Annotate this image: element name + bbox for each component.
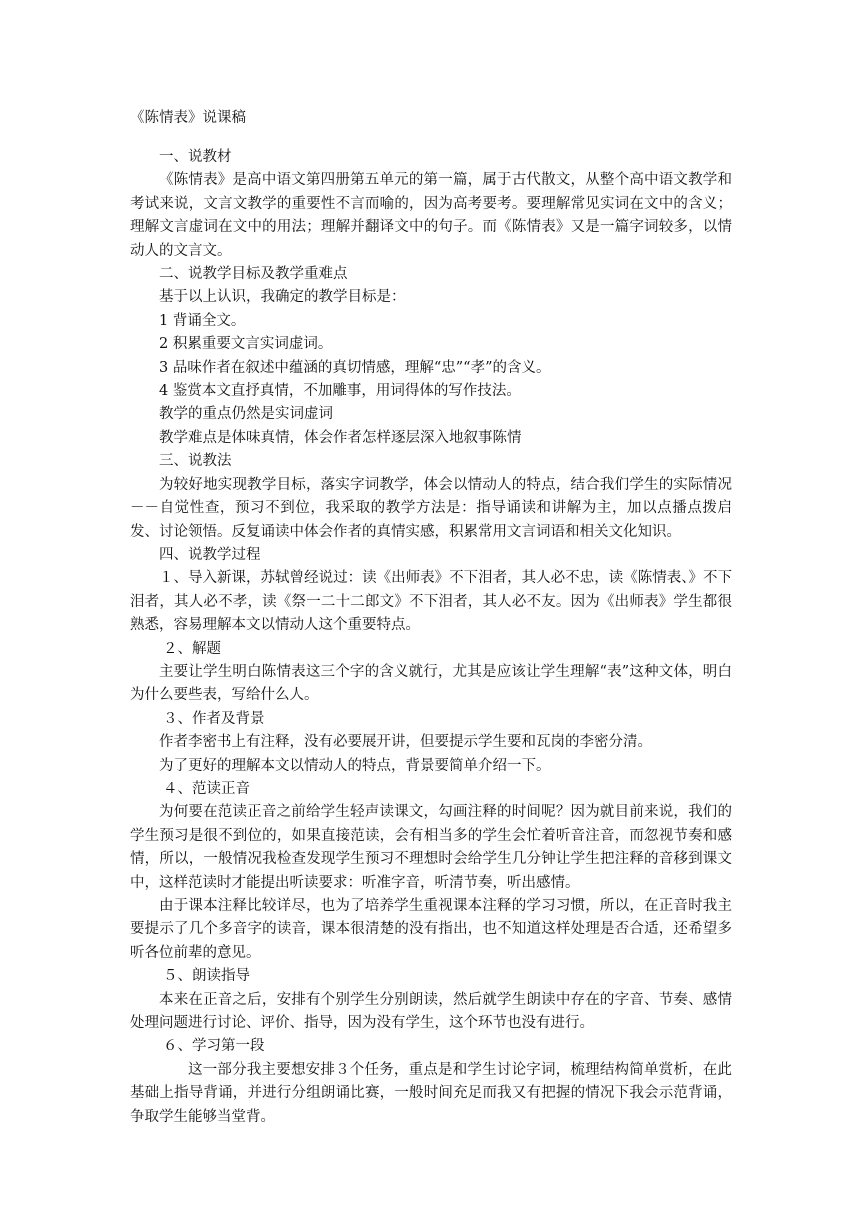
- paragraph: 为了更好的理解本文以情动人的特点，背景要简单介绍一下。: [159, 757, 551, 774]
- list-item: 1 背诵全文。: [159, 312, 246, 329]
- paragraph: 由于课本注释比较详尽，也为了培养学生重视课本注释的学习习惯，所以，在正音时我主要提示了几个多音字的读音，课本很清楚的没有指出，也不知道这样处理是否合适，还希望多听各位前辈的意见。: [130, 898, 732, 961]
- paragraph: 本来在正音之后，安排有个别学生分别朗读，然后就学生朗读中存在的字音、节奏、感情处理问题进行讨论、评价、指导，因为没有学生，这个环节也没有进行。: [130, 991, 732, 1032]
- paragraph: 基于以上认识，我确定的教学目标是：: [159, 289, 406, 306]
- subsection-heading: ２、解题: [163, 640, 221, 657]
- section-heading: 四、说教学过程: [159, 546, 261, 563]
- list-item: 3 品味作者在叙述中蕴涵的真切情感，理解“忠”“孝”的含义。: [159, 359, 551, 376]
- subsection-heading: ５、朗读指导: [163, 968, 250, 985]
- paragraph: 为何要在范读正音之前给学生轻声读课文，勾画注释的时间呢？因为就目前来说，我们的学生预习是很不到位的，如果直接范读，会有相当多的学生会忙着听音注音，而忽视节奏和感情，所以，一般情况我检查发现学生预习不理想时会给学生几分钟让学生把注释的音移到课文中，这样范读时才能提出听读要求：听准字音，听清节奏，听出感情。: [130, 804, 732, 891]
- document-title: 《陈情表》说课稿: [130, 110, 246, 126]
- paragraph: 主要让学生明白陈情表这三个字的含义就行，尤其是应该让学生理解“表”这种文体，明白为什么要些表，写给什么人。: [130, 663, 732, 704]
- paragraph: 《陈情表》是高中语文第四册第五单元的第一篇，属于古代散文，从整个高中语文教学和考试来说，文言文教学的重要性不言而喻的，因为高考要考。要理解常见实词在文中的含义；理解文言虚词在文中的用法；理解并翻译文中的句子。而《陈情表》又是一篇字词较多，以情动人的文言文。: [130, 172, 732, 259]
- list-item: 2 积累重要文言实词虚词。: [159, 336, 333, 353]
- subsection-heading: ４、范读正音: [163, 780, 250, 797]
- section-heading: 二、说教学目标及教学重难点: [159, 266, 348, 283]
- paragraph: 为较好地实现教学目标，落实字词教学，体会以情动人的特点，结合我们学生的实际情况－－自觉性查，预习不到位，我采取的教学方法是：指导诵读和讲解为主，加以点播点拨启发、讨论领悟。反复诵读中体会作者的真情实感，积累常用文言词语和相关文化知识。: [130, 476, 732, 540]
- section-heading: 一、说教材: [159, 149, 232, 165]
- document-body: [130, 146, 732, 1129]
- subsection-heading: ３、作者及背景: [163, 710, 265, 727]
- section-heading: 三、说教法: [159, 453, 232, 470]
- paragraph: 这一部分我主要想安排３个任务，重点是和学生讨论字词，梳理结构简单赏析，在此基础上指导背诵，并进行分组朗诵比赛，一般时间充足而我又有把握的情况下我会示范背诵，争取学生能够当堂背。: [130, 1061, 732, 1125]
- paragraph: 作者李密书上有注释，没有必要展开讲，但要提示学生要和瓦岗的李密分清。: [159, 734, 652, 751]
- paragraph: １、导入新课，苏轼曾经说过：读《出师表》不下泪者，其人必不忠，读《陈情表、》不下泪者，其人必不孝，读《祭一二十二郎文》不下泪者，其人必不友。因为《出师表》学生都很熟悉，容易理解本文以情动人这个重要特点。: [130, 570, 732, 634]
- list-item: 4 鉴赏本文直抒真情，不加雕事，用词得体的写作技法。: [159, 383, 521, 400]
- paragraph: 教学难点是体味真情，体会作者怎样逐层深入地叙事陈情: [159, 429, 522, 446]
- paragraph: 教学的重点仍然是实词虚词: [159, 406, 333, 423]
- subsection-heading: ６、学习第一段: [163, 1038, 265, 1055]
